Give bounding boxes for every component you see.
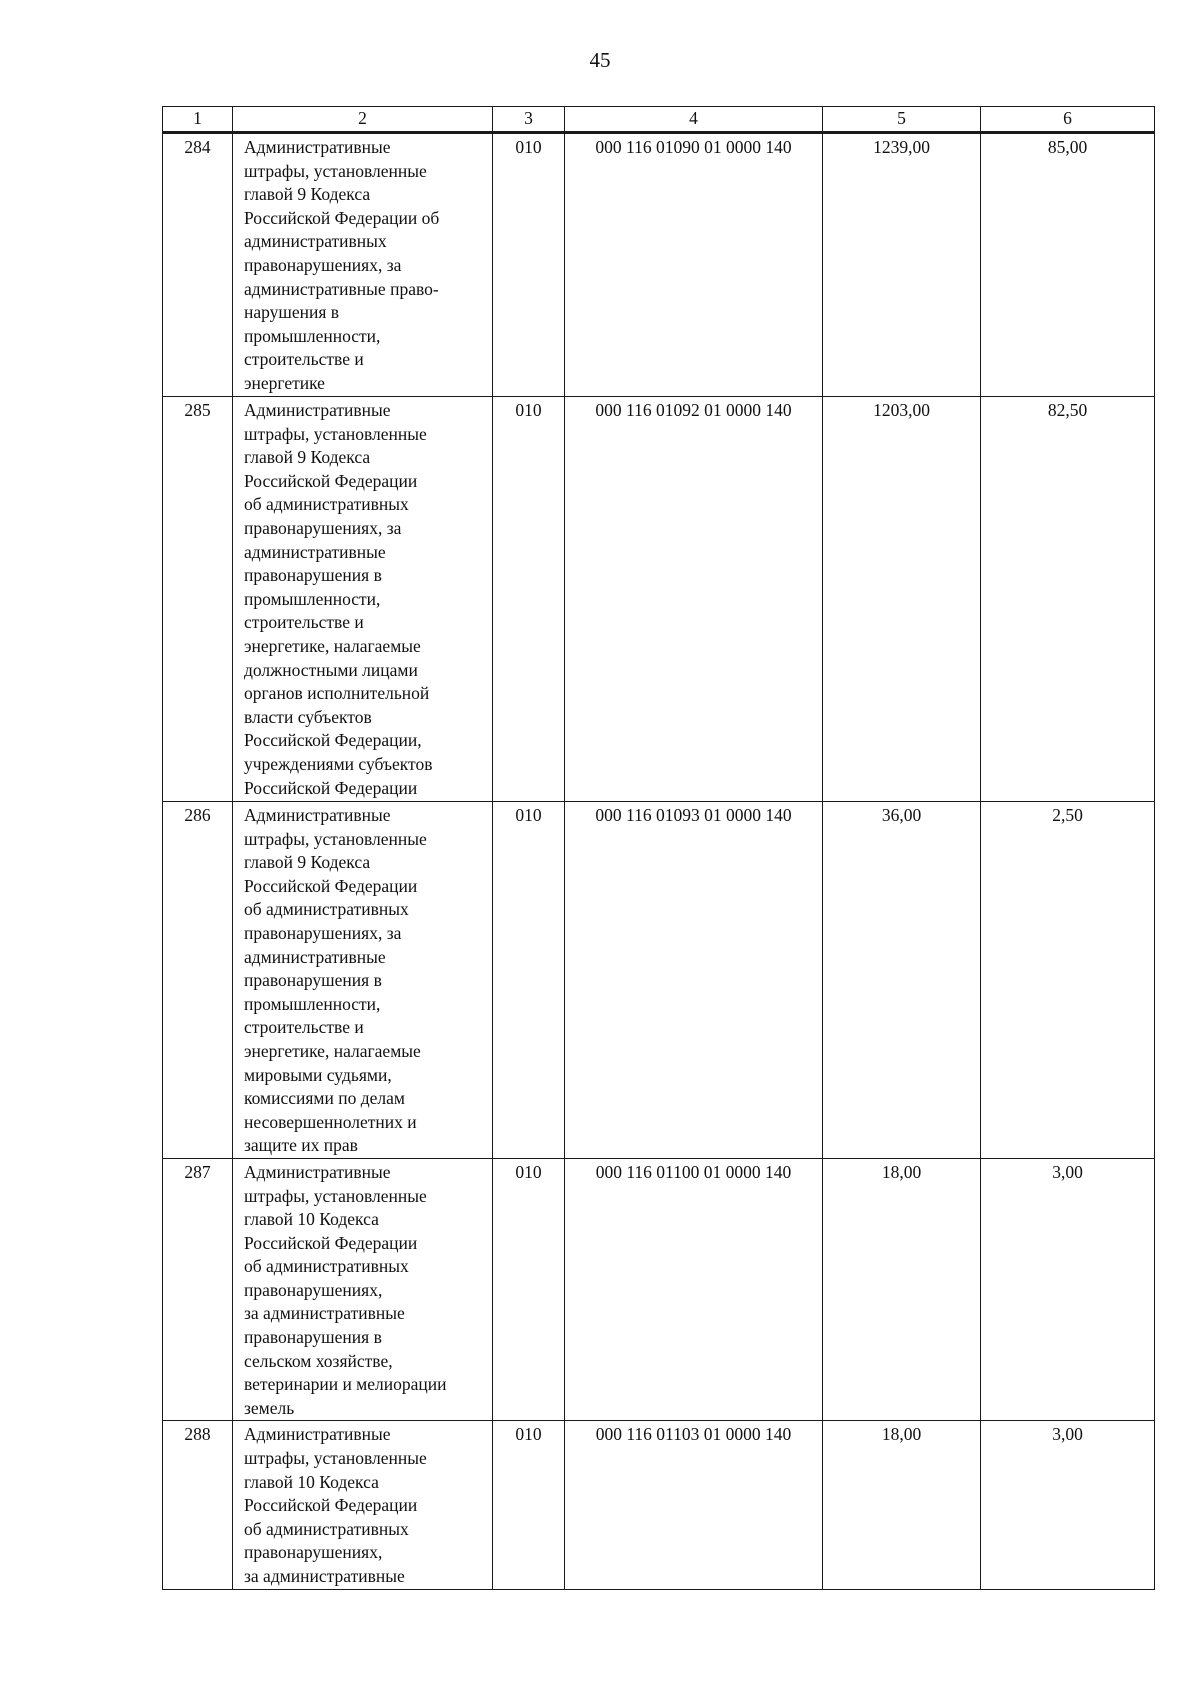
row-admin-code: 010 [493,133,565,397]
row-amount-col5: 18,00 [823,1421,981,1590]
header-col-2: 2 [233,107,493,133]
description-line: нарушения в [244,302,340,323]
row-budget-code: 000 116 01090 01 0000 140 [565,133,823,397]
description-line: главой 10 Кодекса [244,1471,379,1492]
description-line: об административных [244,1518,409,1539]
row-description [233,397,493,802]
description-line: строительстве и [244,1017,364,1038]
description-line: Административные [244,805,391,825]
row-description [233,133,493,397]
row-amount-col6: 3,00 [981,1421,1155,1590]
table-row [163,397,1155,802]
header-col-6: 6 [981,107,1155,133]
description-line: правонарушения в [244,970,382,991]
description-line: правонарушениях, [244,1279,383,1300]
row-amount-col5: 36,00 [823,802,981,1159]
description-line: строительстве и [244,349,364,370]
description-line: Российской Федерации, [244,730,422,751]
row-admin-code: 010 [493,1421,565,1590]
description-line: Российской Федерации [244,1495,418,1516]
row-amount-col6: 3,00 [981,1158,1155,1421]
description-line: мировыми судьями, [244,1064,392,1085]
description-line: энергетике, налагаемые [244,635,421,656]
description-line: правонарушения в [244,565,382,586]
description-line: административных [244,231,387,252]
row-number: 286 [163,802,233,1159]
description-line: Российской Федерации [244,1232,418,1253]
description-line: правонарушениях, за [244,254,402,275]
description-line: ветеринарии и мелиорации [244,1374,447,1395]
row-amount-col6: 82,50 [981,397,1155,802]
description-line: строительстве и [244,612,364,633]
table-row [163,1421,1155,1590]
description-line: штрафы, установленные [244,1185,427,1206]
description-line: энергетике, налагаемые [244,1040,421,1061]
row-number: 287 [163,1158,233,1421]
description-line: правонарушения в [244,1327,382,1348]
description-line: органов исполнительной [244,683,430,704]
row-description [233,1158,493,1421]
description-line: об административных [244,1256,409,1277]
row-amount-col5: 18,00 [823,1158,981,1421]
row-budget-code: 000 116 01103 01 0000 140 [565,1421,823,1590]
revenue-table [162,106,1155,1590]
row-admin-code: 010 [493,1158,565,1421]
description-line: комиссиями по делам [244,1088,405,1109]
description-line: административные [244,946,386,967]
description-line: земель [244,1397,295,1418]
description-line: главой 9 Кодекса [244,184,371,205]
description-line: власти субъектов [244,706,372,727]
description-line: защите их прав [244,1135,358,1156]
row-description [233,802,493,1159]
row-budget-code: 000 116 01100 01 0000 140 [565,1158,823,1421]
description-line: Российской Федерации [244,875,418,896]
row-amount-col6: 2,50 [981,802,1155,1159]
row-number: 284 [163,133,233,397]
table-header-row [163,107,1155,133]
description-line: учреждениями субъектов [244,753,433,774]
description-line: главой 10 Кодекса [244,1209,379,1230]
description-line: штрафы, установленные [244,1448,427,1469]
description-line: об административных [244,899,409,920]
row-budget-code: 000 116 01093 01 0000 140 [565,802,823,1159]
description-line: штрафы, установленные [244,160,427,181]
header-col-4: 4 [565,107,823,133]
description-line: Административные [244,400,391,420]
row-admin-code: 010 [493,802,565,1159]
page-number: 45 [589,48,611,72]
table-row [163,133,1155,397]
row-amount-col5: 1203,00 [823,397,981,802]
description-line: Российской Федерации [244,777,418,798]
row-budget-code: 000 116 01092 01 0000 140 [565,397,823,802]
description-line: промышленности, [244,588,381,609]
description-line: штрафы, установленные [244,828,427,849]
description-line: правонарушениях, за [244,922,402,943]
description-line: главой 9 Кодекса [244,852,371,873]
description-line: правонарушениях, [244,1542,383,1563]
description-line: энергетике [244,372,325,393]
description-line: Российской Федерации [244,470,418,491]
row-amount-col6: 85,00 [981,133,1155,397]
row-number: 288 [163,1421,233,1590]
header-col-5: 5 [823,107,981,133]
description-line: Административные [244,1161,391,1182]
row-description [233,1421,493,1590]
description-line: за административные [244,1566,405,1586]
table-row [163,802,1155,1159]
description-line: административные право- [244,278,439,299]
description-line: несовершеннолетних и [244,1111,417,1132]
table-body [163,133,1155,1590]
description-line: штрафы, установленные [244,423,427,444]
description-line: Административные [244,1424,391,1445]
description-line: Административные [244,137,391,157]
description-line: за административные [244,1303,405,1324]
description-line: промышленности, [244,325,381,346]
description-line: должностными лицами [244,659,418,680]
description-line: административные [244,541,386,562]
description-line: об административных [244,494,409,515]
description-line: промышленности, [244,993,381,1014]
description-line: правонарушениях, за [244,517,402,538]
row-amount-col5: 1239,00 [823,133,981,397]
description-line: Российской Федерации об [244,207,440,228]
table-row [163,1158,1155,1421]
row-number: 285 [163,397,233,802]
description-line: сельском хозяйстве, [244,1350,393,1371]
header-col-3: 3 [493,107,565,133]
row-admin-code: 010 [493,397,565,802]
description-line: главой 9 Кодекса [244,447,371,468]
header-col-1: 1 [163,107,233,133]
